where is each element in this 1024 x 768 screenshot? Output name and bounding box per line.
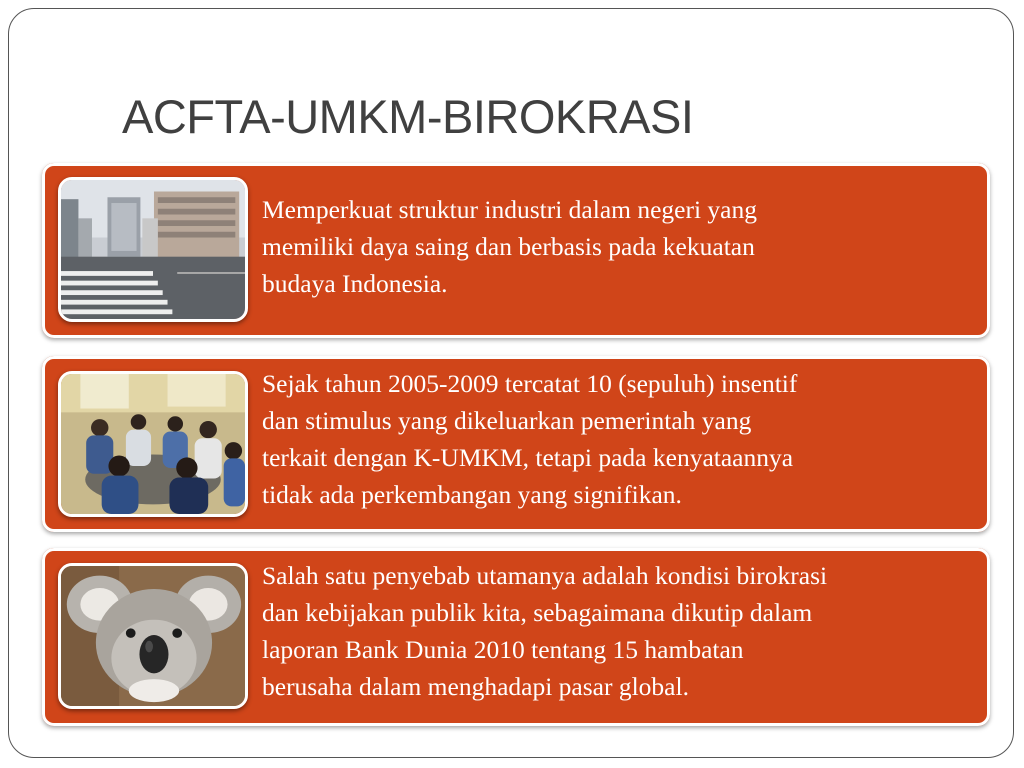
koala-illustration [61, 566, 245, 706]
text-line: Salah satu penyebab utamanya adalah kondisi birokrasi [262, 561, 828, 590]
text-line: budaya Indonesia. [262, 269, 448, 298]
text-line: terkait dengan K-UMKM, tetapi pada kenyataannya [262, 443, 794, 472]
text-line: Memperkuat struktur industri dalam negeri yang [262, 195, 757, 224]
text-line: dan kebijakan publik kita, sebagaimana dikutip dalam [262, 598, 813, 627]
slide-title: ACFTA-UMKM-BIROKRASI [122, 90, 694, 143]
text-line: laporan Bank Dunia 2010 tentang 15 hambatan [262, 635, 744, 664]
koala-photo-icon [58, 563, 248, 709]
text-line: berusaha dalam menghadapi pasar global. [262, 672, 689, 701]
text-line: dan stimulus yang dikeluarkan pemerintah yang [262, 406, 752, 435]
meeting-illustration [61, 374, 245, 514]
content-card-1 [42, 163, 990, 338]
text-line: Sejak tahun 2005-2009 tercatat 10 (sepuluh) insentif [262, 369, 798, 398]
city-street-photo-icon [58, 177, 248, 322]
meeting-people-photo-icon [58, 371, 248, 517]
card-1-text [262, 191, 982, 302]
text-line: tidak ada perkembangan yang signifikan. [262, 480, 682, 509]
city-street-illustration [61, 180, 245, 319]
content-card-2 [42, 356, 990, 532]
card-3-text [262, 557, 982, 705]
card-2-text [262, 365, 982, 513]
text-line: memiliki daya saing dan berbasis pada kekuatan [262, 232, 755, 261]
content-card-3 [42, 548, 990, 726]
